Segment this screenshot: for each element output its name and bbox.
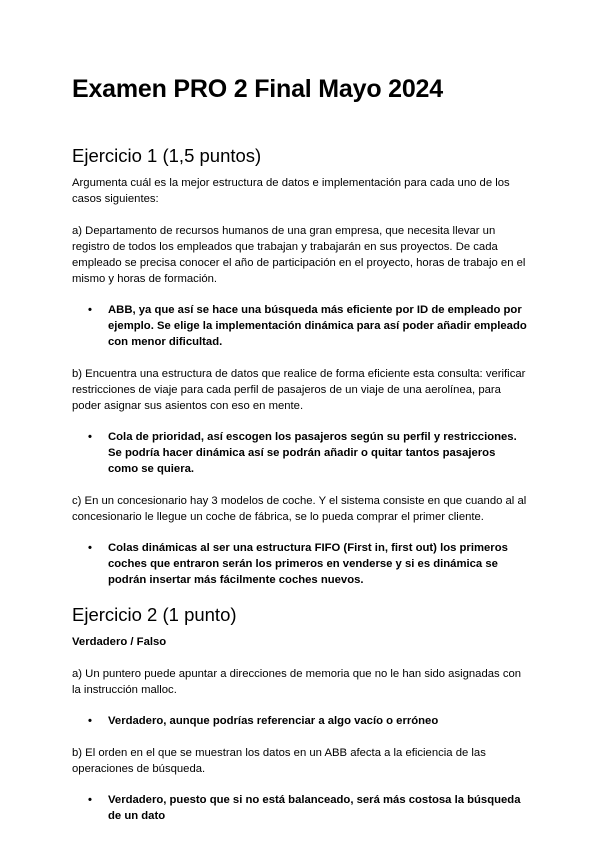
ejercicio-1-b-answer: • Cola de prioridad, así escogen los pasajeros según su perfil y restricciones. Se podría hacer dinámica así se podrán añadir o quitar tantos pasajeros como se quiera. (72, 429, 527, 477)
ejercicio-2-subheading: Verdadero / Falso (72, 636, 167, 648)
ejercicio-1-c-answer: • Colas dinámicas al ser una estructura FIFO (First in, first out) los primeros coches que entraron serán los primeros en venderse y si es dinámica se podrán insertar más fácilmente coches nuevos. (72, 540, 527, 588)
ejercicio-2-b-answer-list (72, 792, 527, 824)
ejercicio-2-b-question: b) El orden en el que se muestran los datos en un ABB afecta a la eficiencia de las operaciones de búsqueda. (72, 747, 486, 775)
ejercicio-1-intro: Argumenta cuál es la mejor estructura de datos e implementación para cada uno de los casos siguientes: (72, 177, 510, 205)
ejercicio-2-a-question: a) Un puntero puede apuntar a direcciones de memoria que no le han sido asignadas con la instrucción malloc. (72, 668, 522, 696)
ejercicio-1-c-answer-list (72, 540, 527, 588)
document-page (72, 74, 527, 840)
ejercicio-2-a-answer-list (72, 713, 527, 729)
ejercicio-1-a-answer-list (72, 302, 527, 350)
ejercicio-1-b-answer-list (72, 429, 527, 477)
ejercicio-2-a-answer: • Verdadero, aunque podrías referenciar a algo vacío o erróneo (72, 713, 527, 729)
ejercicio-1-heading: Ejercicio 1 (1,5 puntos) (72, 145, 262, 166)
document-title: Examen PRO 2 Final Mayo 2024 (72, 75, 443, 103)
ejercicio-1-b-question: b) Encuentra una estructura de datos que realice de forma eficiente esta consulta: verificar restricciones de viaje para cada perfil de pasajeros de un viaje de una aerolínea, para poder asignar sus asientos con eso en mente. (72, 368, 526, 412)
ejercicio-1-c-question: c) En un concesionario hay 3 modelos de coche. Y el sistema consiste en que cuando al al concesionario le llegue un coche de fábrica, se lo pueda comprar el primer cliente. (72, 495, 527, 523)
ejercicio-2-heading: Ejercicio 2 (1 punto) (72, 604, 237, 625)
ejercicio-1-a-question: a) Departamento de recursos humanos de una gran empresa, que necesita llevar un registro de todos los empleados que trabajan y trabajarán en sus proyectos. De cada empleado se precisa conocer el año de participación en el proyecto, horas de trabajo en el mismo y horas de formación. (72, 225, 526, 285)
ejercicio-2-b-answer: • Verdadero, puesto que si no está balanceado, será más costosa la búsqueda de un dato (72, 792, 527, 824)
ejercicio-1-a-answer: • ABB, ya que así se hace una búsqueda más eficiente por ID de empleado por ejemplo. Se elige la implementación dinámica para así poder añadir empleado con menor dificultad. (72, 302, 527, 350)
